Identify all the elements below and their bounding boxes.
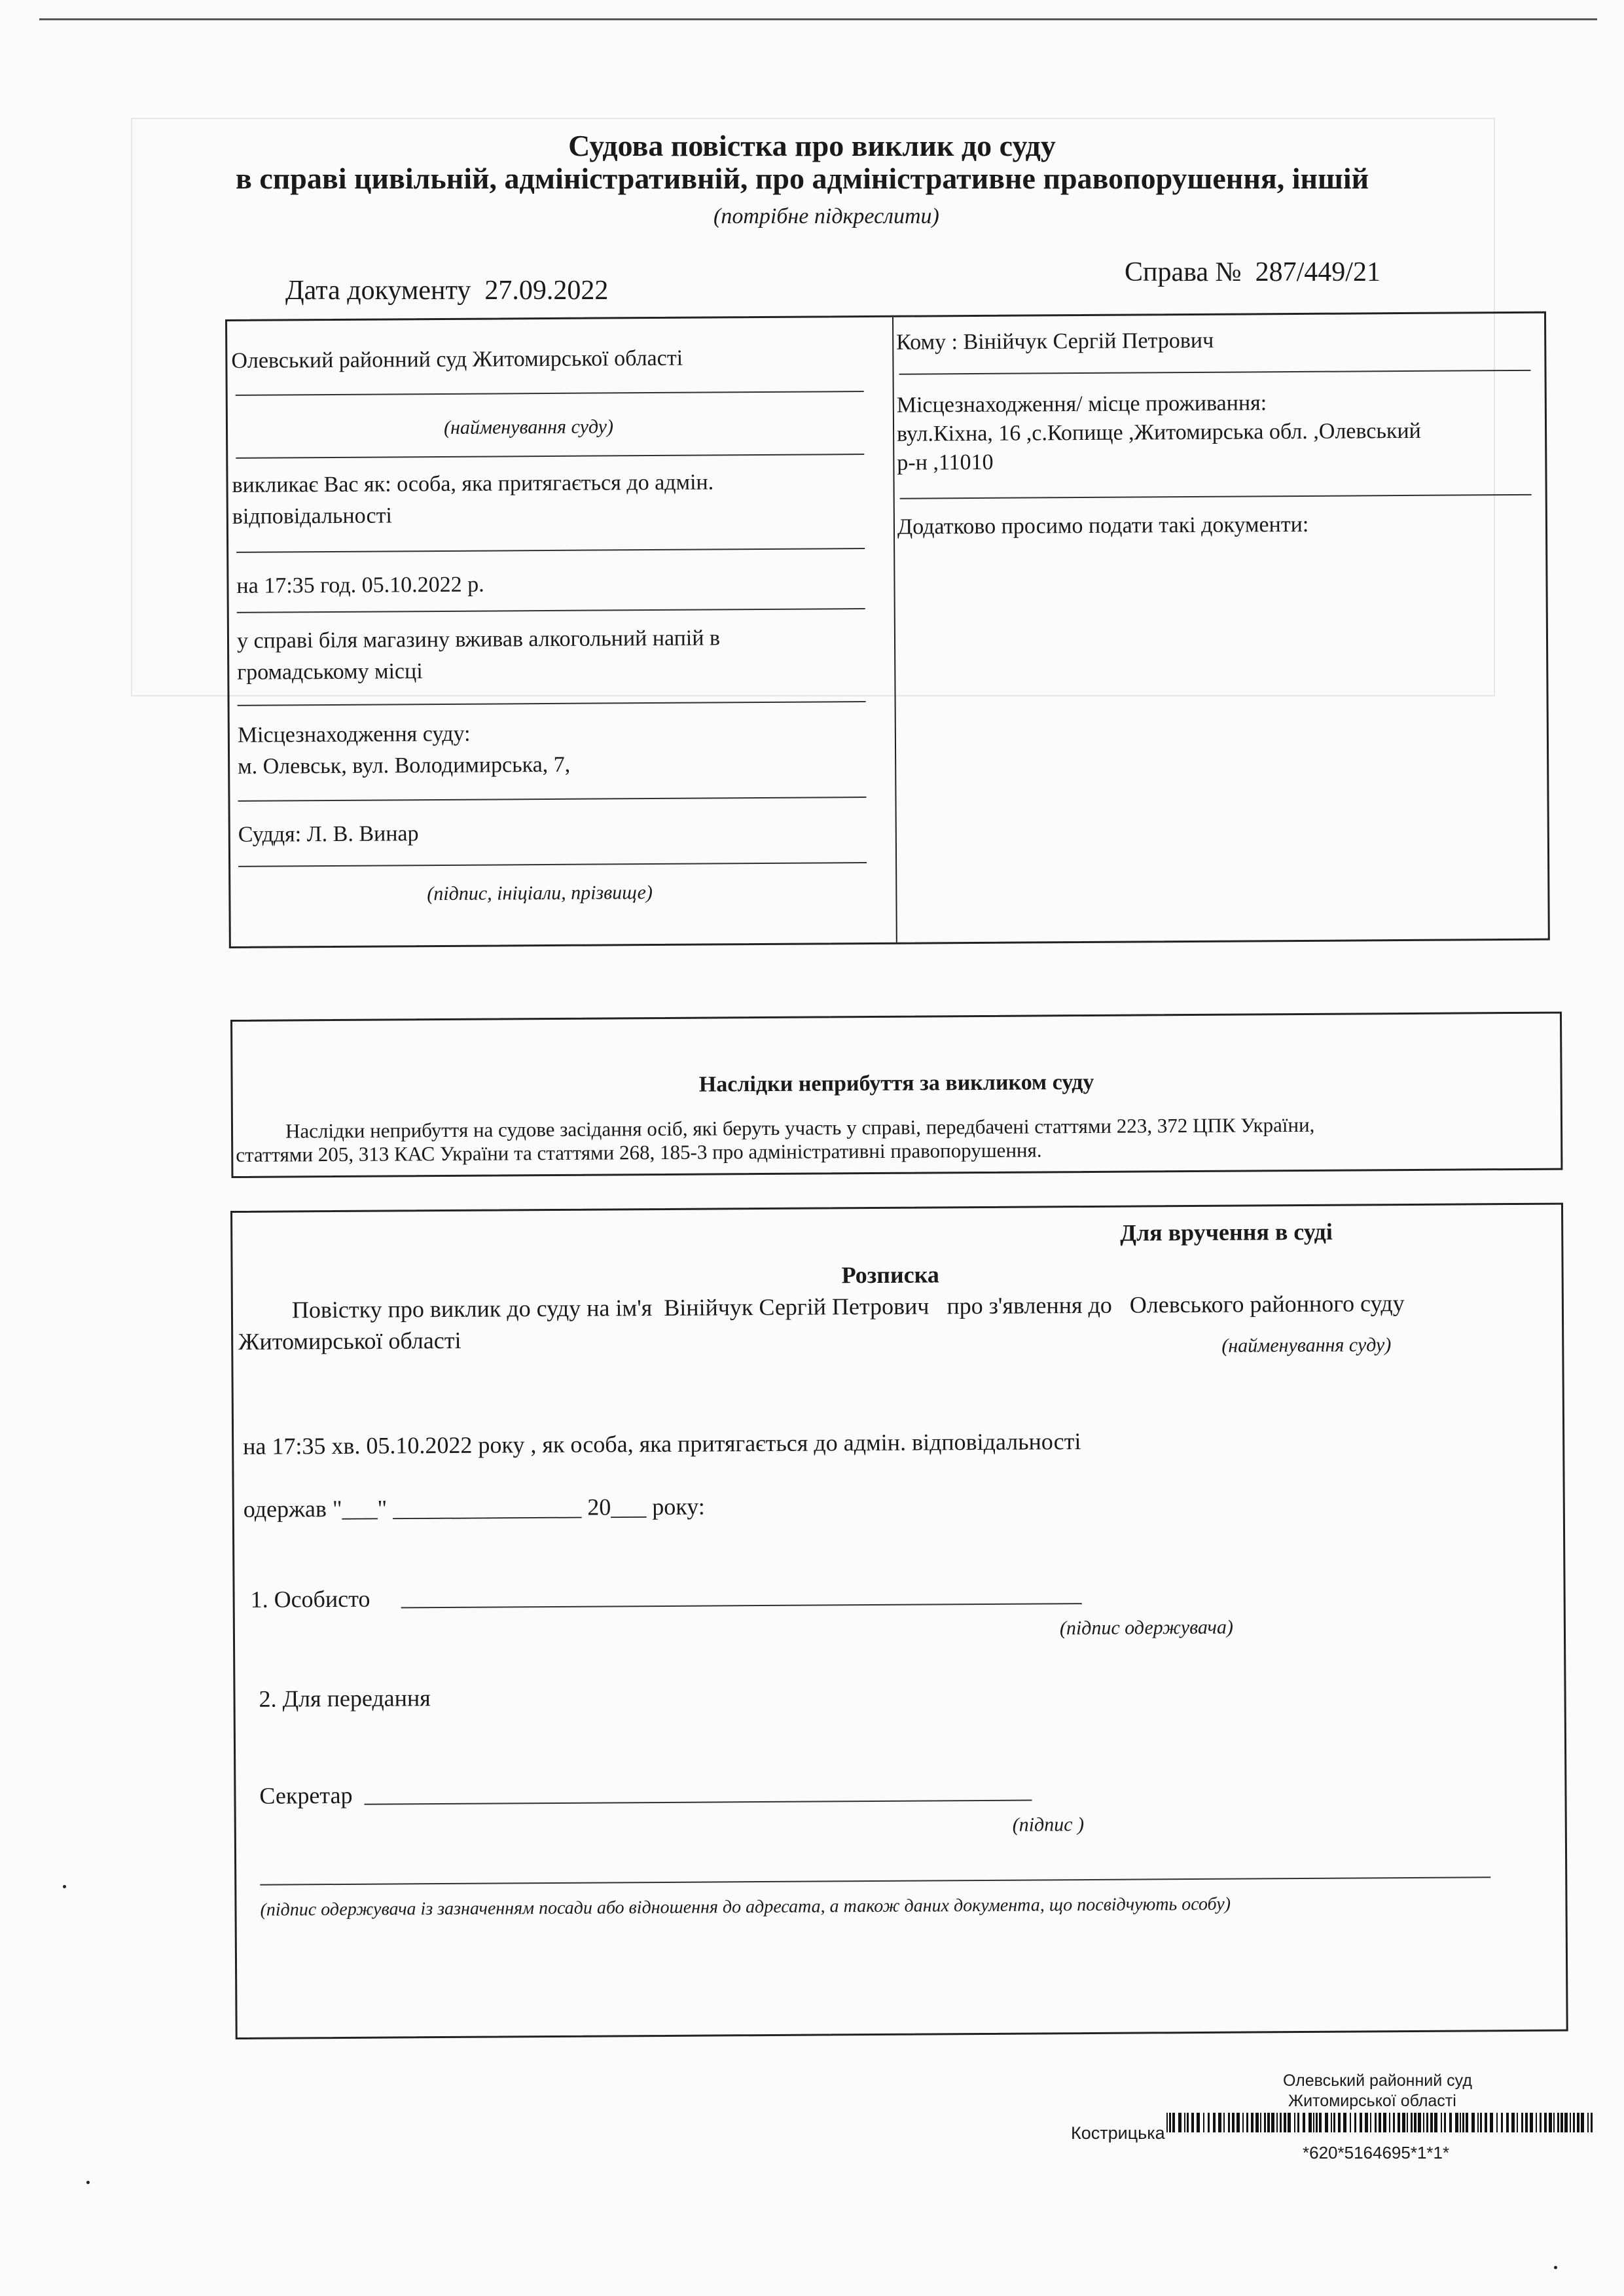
secretary-signature-line [365,1800,1032,1805]
barcode-bar [1297,2113,1299,2132]
hearing-time: на 17:35 год. 05.10.2022 р. [236,572,484,598]
barcode-bar [1480,2113,1482,2132]
barcode-bar [1434,2113,1437,2132]
signature-caption: (підпис, ініціали, прізвище) [427,882,653,905]
scan-speck [1554,2266,1557,2269]
barcode-bar [1213,2113,1216,2132]
scan-speck [86,2181,90,2184]
barcode-bar [1360,2113,1362,2132]
for-court-heading: Для вручення в суді [1120,1218,1333,1246]
judge: Суддя: Л. В. Винар [238,821,419,847]
barcode-bar [1251,2113,1254,2132]
barcode-bar [1485,2113,1487,2132]
secretary-signature-caption: (підпис ) [1012,1814,1085,1836]
residence-label: Місцезнаходження/ місце проживання: [896,391,1267,418]
barcode-bar [1255,2113,1259,2132]
barcode [1166,2108,1598,2139]
barcode-bar [1570,2113,1571,2132]
summoned-person-name: Вінійчук Сергій Петрович [664,1293,929,1321]
barcode-text: *620*5164695*1*1* [1303,2143,1450,2162]
barcode-bar [1203,2113,1204,2132]
barcode-bar [1506,2113,1509,2132]
residence-line2: р-н ,11010 [897,450,994,475]
barcode-bar [1549,2113,1552,2132]
barcode-bar [1260,2113,1261,2132]
barcode-bar [1577,2113,1579,2132]
barcode-bar [1187,2113,1189,2132]
barcode-bar [1402,2113,1405,2132]
court-stamp-line1: Олевський районний суд [1283,2072,1472,2090]
receipt-line1 [292,1289,1405,1323]
barcode-bar [1228,2113,1230,2132]
barcode-bar [1561,2113,1563,2132]
barcode-bar [1490,2113,1493,2132]
barcode-bar [1197,2113,1200,2132]
bottom-signature-caption: (підпис одержувача із зазначенням посади або відношення до адресата, а також даних документа, що посвідчують особу) [260,1893,1231,1920]
barcode-bar [1540,2113,1542,2132]
received-date-line: одержав "___" ________________ 20___ року: [243,1493,705,1522]
court-stamp-line2: Житомирської області [1288,2092,1456,2110]
separator-line [238,862,867,867]
barcode-bar [1267,2113,1270,2132]
barcode-bar [1564,2113,1568,2132]
personally-signature-line [401,1603,1082,1608]
barcode-bar [1271,2113,1274,2132]
barcode-bar [1370,2113,1371,2132]
barcode-bar [1393,2113,1395,2132]
barcode-bar [1338,2113,1341,2132]
barcode-bar [1350,2113,1351,2132]
receipt-box [230,1203,1568,2039]
barcode-bar [1449,2113,1452,2132]
barcode-bar [1389,2113,1390,2132]
bottom-signature-line [260,1876,1490,1885]
barcode-bar [1379,2113,1381,2132]
document-date-value: 27.09.2022 [484,276,609,306]
court-name-caption: (найменування суду) [443,416,614,439]
barcode-bar [1288,2113,1291,2132]
receipt-title: Розписка [841,1261,939,1289]
document-title-line1: Судова повістка про виклик до суду [568,129,1056,162]
barcode-bar [1407,2113,1408,2132]
barcode-bar [1511,2113,1515,2132]
barcode-bar [1319,2113,1322,2132]
case-number-label: Справа № [1125,257,1242,287]
barcode-bar [1441,2113,1442,2132]
barcode-bar [1331,2113,1332,2132]
barcode-bar [1411,2113,1413,2132]
summons-as-line2: відповідальності [232,503,393,529]
barcode-bar [1423,2113,1424,2132]
barcode-bar [1191,2113,1194,2132]
document-date-label: Дата документу [285,276,471,306]
barcode-bar [1316,2113,1318,2132]
court-location-label: Місцезнаходження суду: [237,721,471,747]
court-name-line [236,391,864,396]
barcode-bar [1313,2113,1314,2132]
barcode-bar [1172,2113,1175,2132]
barcode-bar [1517,2113,1518,2132]
barcode-bar [1444,2113,1446,2132]
barcode-bar [1375,2113,1377,2132]
recipient-name: Кому : Вінійчук Сергій Петрович [896,328,1214,355]
barcode-bar [1460,2113,1461,2132]
barcode-bar [1553,2113,1555,2132]
consequences-text-line1: Наслідки неприбуття на судове засідання осіб, які беруть участь у справі, передбачені статтями 223, 372 ЦПК України, [285,1113,1315,1143]
barcode-bar [1536,2113,1537,2132]
barcode-bar [1264,2113,1266,2132]
receipt-court-part2: Житомирської області [238,1327,461,1355]
for-transfer-label: 2. Для передання [259,1685,431,1712]
barcode-bar [1178,2113,1182,2132]
barcode-bar [1276,2113,1278,2132]
barcode-bar [1544,2113,1547,2132]
receipt-time-line: на 17:35 хв. 05.10.2022 року , як особа, яка притягається до адмін. відповідальності [243,1428,1081,1460]
barcode-bar [1573,2113,1575,2132]
extra-documents-label: Додатково просимо подати такі документи: [897,512,1309,539]
barcode-bar [1294,2113,1295,2132]
barcode-bar [1501,2113,1503,2132]
barcode-bar [1242,2113,1244,2132]
sender-name: Кострицька [1071,2123,1165,2143]
personally-label: 1. Особисто [250,1585,370,1613]
barcode-bar [1325,2113,1328,2132]
scan-edge-line [39,18,1597,20]
separator-line [236,454,864,459]
receipt-line1-suffix: про з'явлення до [947,1291,1112,1319]
secretary-label: Секретар [259,1782,353,1809]
barcode-bar [1414,2113,1416,2132]
summons-as-line1: викликає Вас як: особа, яка притягається до адмін. [232,470,714,497]
recipient-signature-caption: (підпис одержувача) [1059,1616,1233,1640]
barcode-bar [1426,2113,1428,2132]
barcode-bar [1166,2113,1168,2132]
consequences-title: Наслідки неприбуття за викликом суду [698,1069,1094,1097]
underline-note: (потрібне підкреслити) [713,204,939,228]
summons-box [225,312,1550,948]
barcode-bar [1354,2113,1356,2132]
scan-speck [63,1885,66,1888]
barcode-bar [1471,2113,1475,2132]
barcode-bar [1430,2113,1433,2132]
barcode-bar [1521,2113,1523,2132]
barcode-bar [1236,2113,1240,2132]
barcode-bar [1462,2113,1464,2132]
document-title-line2: в справі цивільній, адміністративній, про адміністративне правопорушення, іншій [236,162,1369,195]
barcode-bar [1184,2113,1185,2132]
residence-line1: вул.Кіхна, 16 ,с.Копище ,Житомирська обл. ,Олевський [896,418,1421,446]
barcode-bar [1455,2113,1458,2132]
barcode-bar [1383,2113,1386,2132]
barcode-bar [1557,2113,1559,2132]
case-number [1125,257,1380,288]
barcode-bar [1496,2113,1498,2132]
receipt-line1-prefix: Повістку про виклик до суду на ім'я [291,1295,653,1323]
barcode-bar [1246,2113,1248,2132]
case-subject-line1: у справі біля магазину вживав алкогольний напій в [236,626,721,653]
separator-line [236,548,865,553]
barcode-bar [1581,2113,1584,2132]
barcode-bar [1308,2113,1312,2132]
case-subject-line2: громадському місці [237,659,423,685]
barcode-bar [1343,2113,1346,2132]
barcode-bar [1365,2113,1368,2132]
consequences-box [230,1012,1562,1178]
barcode-bar [1525,2113,1528,2132]
receipt-court-caption: (найменування суду) [1221,1334,1392,1357]
document-date [285,275,608,306]
barcode-bar [1591,2113,1593,2132]
barcode-bar [1232,2113,1235,2132]
barcode-bar [1218,2113,1221,2132]
barcode-bar [1333,2113,1335,2132]
separator-line [238,797,866,802]
barcode-bar [1169,2113,1171,2132]
separator-line [899,370,1531,375]
barcode-bar [1208,2113,1210,2132]
court-address: м. Олевськ, вул. Володимирська, 7, [238,752,571,779]
barcode-bar [1587,2113,1589,2132]
barcode-bar [1418,2113,1421,2132]
receipt-court-part1: Олевського районного суду [1129,1290,1405,1318]
barcode-bar [1223,2113,1225,2132]
barcode-bar [1398,2113,1400,2132]
barcode-bar [1530,2113,1533,2132]
barcode-bar [1284,2113,1286,2132]
court-name: Олевський районний суд Житомирської області [231,346,683,373]
barcode-bar [1477,2113,1479,2132]
separator-line [900,494,1532,499]
barcode-bar [1303,2113,1305,2132]
consequences-text-line2: статтями 205, 313 КАС України та статтями 268, 185-3 про адміністративні правопорушення. [236,1138,1042,1166]
separator-line [238,701,866,706]
barcode-bar [1466,2113,1468,2132]
barcode-bar [1280,2113,1282,2132]
case-number-value: 287/449/21 [1255,257,1380,287]
separator-line [237,608,865,613]
